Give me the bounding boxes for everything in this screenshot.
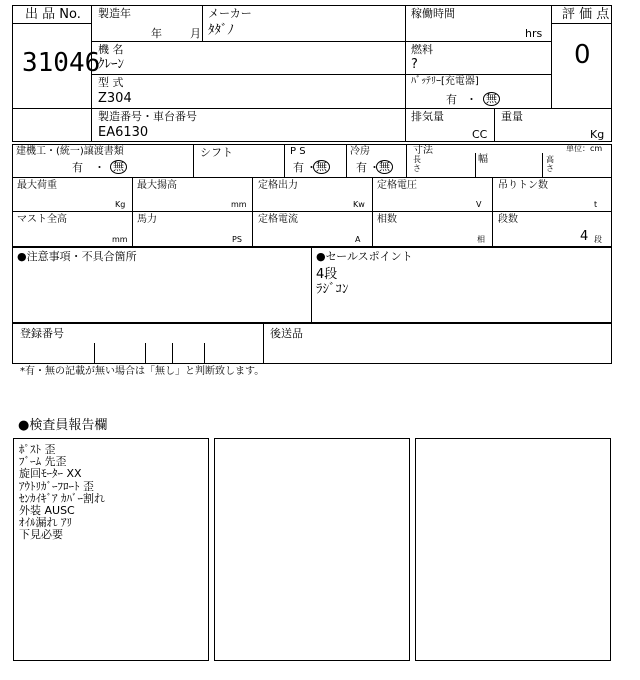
stages-label: 段数 [498,214,518,225]
transfer-label: 建機工・(統一)譲渡書類 [16,146,124,157]
sales-line-2: ﾗｼﾞｺﾝ [316,282,349,297]
cooler-label: 冷房 [350,146,370,157]
fuel-value: ? [411,57,418,72]
length-label: 長 さ [413,155,421,173]
divider [202,5,203,41]
displacement-label: 排気量 [411,110,444,123]
inspector-notes [19,444,105,542]
weight-unit: Kg [590,128,605,141]
sales-label: ●セールスポイント [316,250,413,263]
inspector-line: ﾎﾟｽﾄ 歪 [19,443,56,456]
maker-label: メーカー [208,7,252,20]
divider [311,247,312,323]
divider [145,343,146,364]
rated-current-label: 定格電流 [258,214,298,225]
model-name-value: ｸﾚｰﾝ [98,57,124,72]
registration-label: 登録番号 [20,327,64,340]
divider [492,177,493,247]
score-label: 評 価 点 [562,7,610,22]
inspector-line: 外装 AUSC [19,504,75,518]
rated-voltage-label: 定格電圧 [377,180,417,191]
serial-label: 製造番号・車台番号 [98,110,197,123]
battery-yes: 有 [446,93,457,106]
cooler-no-circled: 無 [376,160,393,174]
transfer-sep: ・ [94,161,105,174]
divider [405,108,406,142]
type-value: Z304 [98,91,132,106]
score-value: 0 [574,40,591,70]
cooler-yes: 有 [356,161,367,174]
stages-unit: 段 [594,235,602,244]
shift-label: シフト [200,146,233,159]
mast-label: マスト全高 [17,214,67,225]
inspector-line: ﾌﾞｰﾑ 先歪 [19,455,67,469]
phase-label: 相数 [377,214,397,225]
inspector-line: 下見必要 [19,528,63,542]
inspector-title: ●検査員報告欄 [18,418,108,433]
divider [406,144,407,177]
hours-unit: hrs [525,27,543,40]
divider [12,177,612,178]
divider [346,144,347,177]
hours-label: 稼働時間 [411,7,455,20]
divider [12,23,91,24]
sales-line-1: 4段 [316,267,338,282]
registration-grid [12,323,612,364]
inspector-line: ｾﾝｶｲｷﾞｱ ｶﾊﾞｰ割れ [19,491,105,505]
fuel-label: 燃料 [411,43,433,56]
hp-label: 馬力 [137,214,157,225]
divider [551,23,612,24]
ps-sep: ・ [306,161,317,174]
caution-label: ●注意事項・不具合箇所 [17,250,137,263]
divider [405,5,406,108]
divider [91,108,92,142]
footnote: *有・無の記載が無い場合は「無し」と判断致します。 [20,366,265,377]
divider [91,74,551,75]
divider [172,343,173,364]
divider [494,108,495,142]
maker-value: ﾀﾀﾞﾉ [208,23,234,38]
max-load-label: 最大荷重 [17,180,57,191]
divider [12,211,612,212]
inspector-line: ｵｲﾙ漏れ ｱﾘ [19,516,72,530]
divider [475,153,476,177]
inspector-line: 旋回ﾓｰﾀｰ XX [19,467,82,481]
divider [94,343,95,364]
max-load-unit: Kg [115,200,126,209]
battery-sep: ・ [466,93,477,106]
rated-voltage-unit: V [476,200,482,209]
divider [12,108,612,109]
divider [551,5,552,108]
divider [252,177,253,247]
stages-value: 4 [580,229,589,244]
inspector-line: ｱｳﾄﾘｶﾞｰﾌﾛｰﾄ 歪 [19,479,94,493]
divider [132,177,133,247]
inspector-box-3 [415,438,611,661]
lift-ton-label: 吊りトン数 [498,180,548,191]
rated-output-label: 定格出力 [258,180,298,191]
dim-unit: 単位：cm [566,144,603,153]
divider [193,144,194,177]
divider [204,343,205,364]
battery-no-circled: 無 [483,92,500,106]
rated-output-unit: Kw [353,200,365,209]
lot-no-label: 出 品 No. [25,7,81,22]
type-label: 型 式 [98,76,124,89]
max-lift-label: 最大揚高 [137,180,177,191]
serial-value: EA6130 [98,125,149,140]
rated-current-unit: A [355,235,361,244]
divider [372,177,373,247]
month-unit: 月 [190,27,201,40]
cooler-sep: ・ [369,161,380,174]
delivery-label: 後送品 [270,327,303,340]
spec-grid [12,144,612,247]
width-label: 幅 [478,154,488,165]
inspector-box-2 [214,438,410,661]
model-name-label: 機 名 [98,43,124,56]
lot-no-value: 31046 [22,48,101,78]
mast-unit: mm [112,235,128,244]
year-label: 製造年 [98,7,131,20]
year-unit: 年 [151,27,162,40]
transfer-no-circled: 無 [110,160,127,174]
max-lift-unit: mm [231,200,247,209]
height-label: 高 さ [546,155,554,173]
transfer-yes: 有 [72,161,83,174]
battery-label: ﾊﾞｯﾃﾘｰ[充電器] [411,76,479,87]
ps-label: P S [290,146,306,157]
divider [91,41,551,42]
lift-ton-unit: t [594,200,598,209]
displacement-unit: CC [472,128,488,141]
hp-unit: PS [232,235,242,244]
divider [542,153,543,177]
weight-label: 重量 [501,110,523,123]
ps-no-circled: 無 [313,160,330,174]
divider [284,144,285,177]
phase-unit: 相 [477,235,485,244]
dim-label: 寸法 [413,145,433,156]
divider [263,323,264,364]
ps-yes: 有 [293,161,304,174]
